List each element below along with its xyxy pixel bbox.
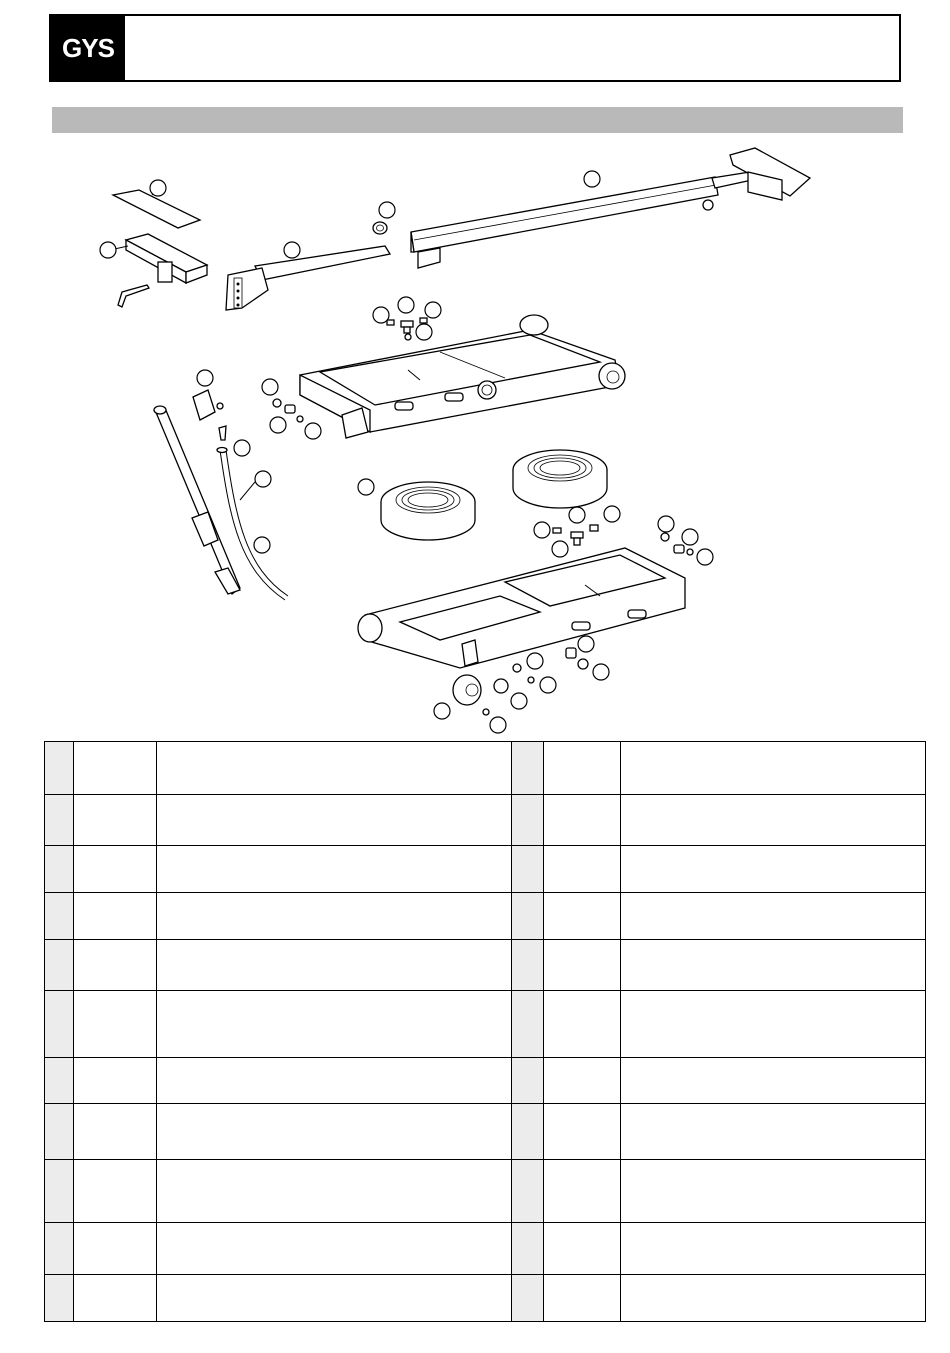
reference-right — [544, 991, 621, 1058]
page-header — [49, 14, 901, 82]
table-row — [45, 1275, 926, 1322]
item-number-right — [512, 940, 544, 991]
description-left — [157, 742, 512, 795]
table-row — [45, 991, 926, 1058]
reference-right — [544, 1160, 621, 1223]
description-left — [157, 846, 512, 893]
reference-left — [74, 1058, 157, 1104]
description-right — [621, 940, 926, 991]
svg-text:GYS: GYS — [62, 33, 114, 63]
table-row — [45, 1223, 926, 1275]
table-row — [45, 1160, 926, 1223]
item-number-right — [512, 893, 544, 940]
rail-beam — [411, 148, 810, 268]
item-number-right — [512, 742, 544, 795]
description-left — [157, 1223, 512, 1275]
gys-logo — [51, 16, 125, 80]
table-row — [45, 742, 926, 795]
reference-left — [74, 1223, 157, 1275]
item-number-left — [45, 1160, 74, 1223]
description-left — [157, 893, 512, 940]
item-number-right — [512, 1275, 544, 1322]
reference-left — [74, 991, 157, 1058]
item-number-right — [512, 1058, 544, 1104]
section-bar — [52, 107, 903, 133]
item-number-left — [45, 1104, 74, 1160]
description-right — [621, 795, 926, 846]
reference-left — [74, 1160, 157, 1223]
reference-right — [544, 1058, 621, 1104]
description-right — [621, 846, 926, 893]
item-number-left — [45, 1058, 74, 1104]
reference-right — [544, 893, 621, 940]
parts-table — [44, 741, 926, 1322]
description-right — [621, 742, 926, 795]
item-number-right — [512, 1104, 544, 1160]
pump-handle — [154, 406, 240, 594]
reference-left — [74, 940, 157, 991]
item-number-left — [45, 795, 74, 846]
extension-arm — [226, 246, 390, 310]
description-left — [157, 1058, 512, 1104]
item-number-right — [512, 846, 544, 893]
description-left — [157, 1275, 512, 1322]
item-number-left — [45, 846, 74, 893]
air-bellows-right — [513, 450, 607, 508]
description-right — [621, 1160, 926, 1223]
reference-right — [544, 1223, 621, 1275]
reference-left — [74, 1104, 157, 1160]
description-right — [621, 893, 926, 940]
item-number-left — [45, 1223, 74, 1275]
description-left — [157, 795, 512, 846]
lower-frame — [358, 548, 685, 668]
reference-right — [544, 795, 621, 846]
pin — [240, 482, 255, 500]
table-row — [45, 1104, 926, 1160]
table-row — [45, 795, 926, 846]
item-number-right — [512, 795, 544, 846]
nut — [373, 222, 387, 234]
exploded-view-diagram — [0, 140, 950, 740]
table-row — [45, 940, 926, 991]
description-left — [157, 940, 512, 991]
description-right — [621, 991, 926, 1058]
reference-left — [74, 795, 157, 846]
table-row — [45, 893, 926, 940]
reference-left — [74, 846, 157, 893]
description-right — [621, 1275, 926, 1322]
table-row — [45, 846, 926, 893]
reference-right — [544, 940, 621, 991]
item-number-left — [45, 742, 74, 795]
reference-right — [544, 742, 621, 795]
description-left — [157, 1104, 512, 1160]
lift-pad — [110, 234, 207, 283]
reference-left — [74, 1275, 157, 1322]
hex-key — [118, 285, 149, 307]
item-number-left — [45, 893, 74, 940]
item-number-left — [45, 1275, 74, 1322]
air-bellows-left — [381, 482, 475, 540]
reference-left — [74, 893, 157, 940]
reference-right — [544, 846, 621, 893]
table-row — [45, 1058, 926, 1104]
item-number-right — [512, 1223, 544, 1275]
description-left — [157, 991, 512, 1058]
description-right — [621, 1058, 926, 1104]
gys-logo-mark — [53, 33, 123, 63]
description-left — [157, 1160, 512, 1223]
description-right — [621, 1223, 926, 1275]
item-number-left — [45, 940, 74, 991]
item-number-right — [512, 991, 544, 1058]
item-number-right — [512, 1160, 544, 1223]
upper-frame — [300, 315, 625, 438]
description-right — [621, 1104, 926, 1160]
reference-left — [74, 742, 157, 795]
item-number-left — [45, 991, 74, 1058]
reference-right — [544, 1104, 621, 1160]
handle-clamp — [193, 390, 223, 420]
reference-right — [544, 1275, 621, 1322]
